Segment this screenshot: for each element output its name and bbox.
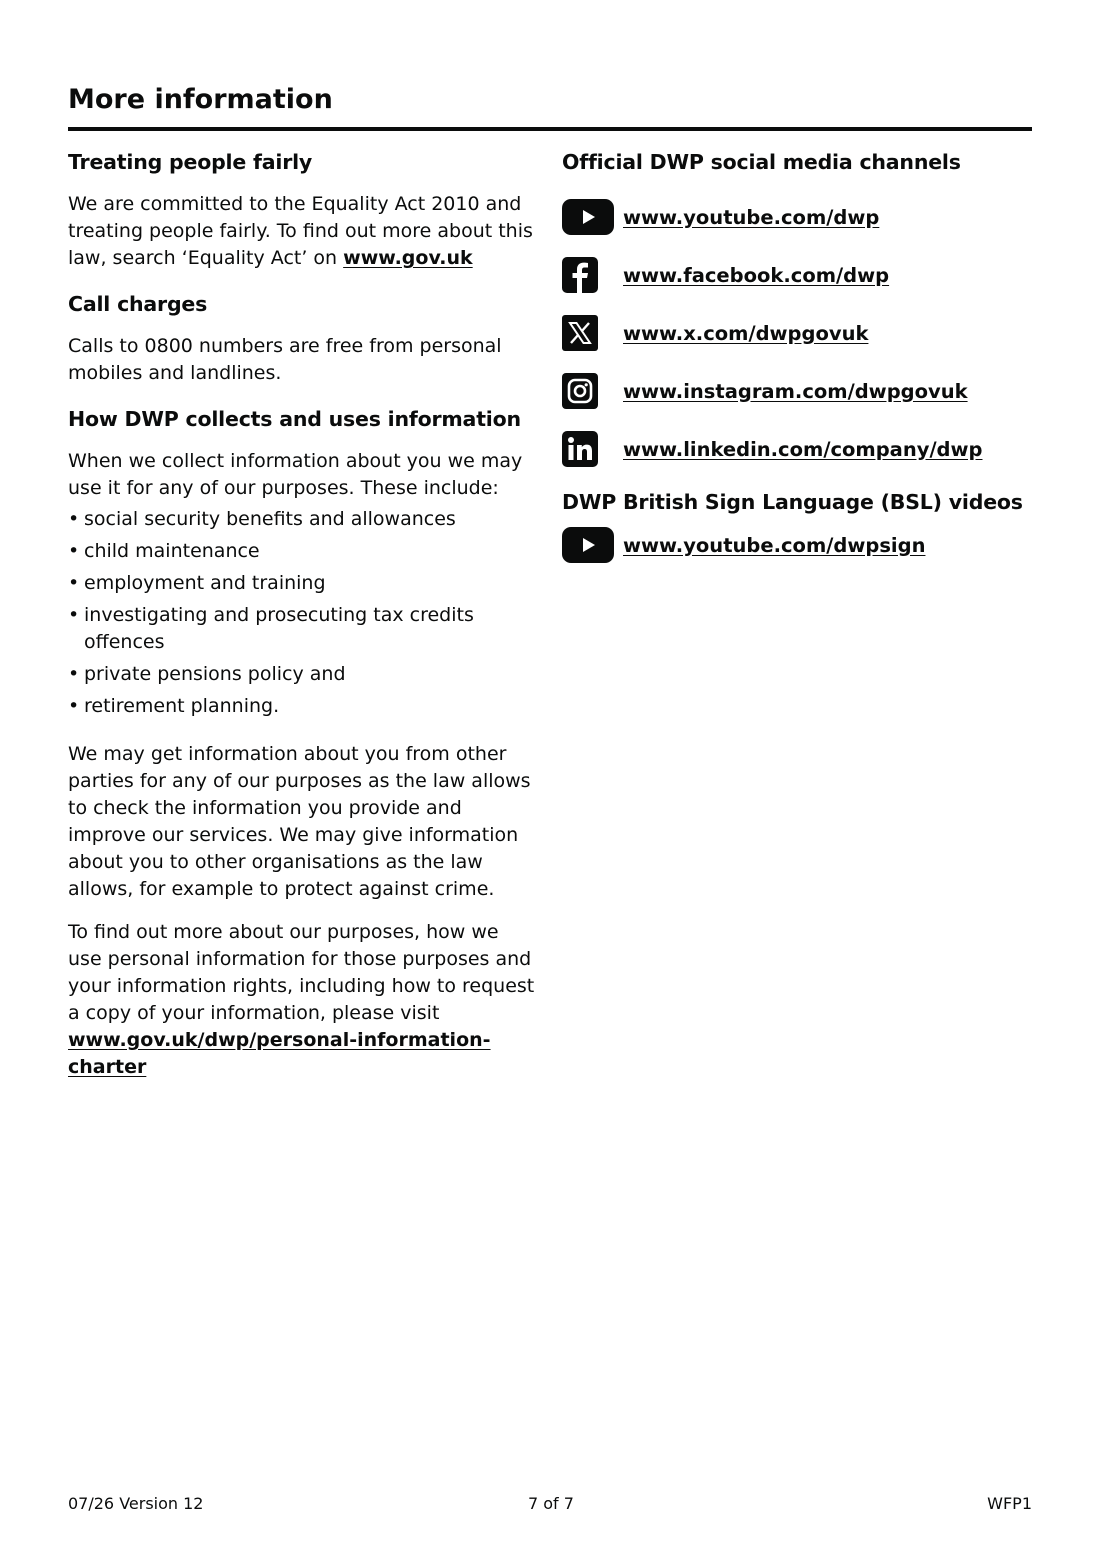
list-item: • employment and training xyxy=(68,570,538,597)
personal-information-charter-link[interactable]: www.gov.uk/dwp/personal-information-charter xyxy=(68,1029,491,1078)
list-item: • private pensions policy and xyxy=(68,661,538,688)
list-item: • retirement planning. xyxy=(68,693,538,720)
gov-uk-link[interactable]: www.gov.uk xyxy=(343,247,473,269)
instagram-link[interactable]: www.instagram.com/dwpgovuk xyxy=(623,379,968,403)
list-item: • investigating and prosecuting tax credits offences xyxy=(68,602,538,656)
section-paragraph xyxy=(68,919,538,1081)
fairly-body-text: We are committed to the Equality Act 2010 and treating people fairly. To find out more about this law, search ‘Equality Act’ on xyxy=(68,193,533,269)
social-row-instagram xyxy=(562,371,1032,411)
instagram-icon xyxy=(562,372,614,410)
charter-intro-text: To find out more about our purposes, how we use personal information for those purposes and your information rights, including how to request a copy of your information, please visit xyxy=(68,921,535,1024)
social-row-bsl-youtube xyxy=(562,525,1032,565)
facebook-link[interactable]: www.facebook.com/dwp xyxy=(623,263,890,287)
linkedin-link[interactable]: www.linkedin.com/company/dwp xyxy=(623,437,983,461)
social-row-youtube xyxy=(562,197,1032,237)
footer-page-number: 7 of 7 xyxy=(528,1494,574,1513)
page-title: More information xyxy=(68,84,333,115)
footer-version: 07/26 Version 12 xyxy=(68,1494,204,1513)
section-body: Calls to 0800 numbers are free from personal mobiles and landlines. xyxy=(68,335,502,384)
purposes-list xyxy=(68,506,538,720)
right-column xyxy=(562,147,1032,583)
youtube-icon xyxy=(562,526,614,564)
section-paragraph: We may get information about you from other parties for any of our purposes as the law allows to check the information you provide and improve our services. We may give information about you to other organisations as the law allows, for example to protect against crime. xyxy=(68,743,531,900)
youtube-link[interactable]: www.youtube.com/dwp xyxy=(623,205,880,229)
social-row-linkedin xyxy=(562,429,1032,469)
youtube-icon xyxy=(562,198,614,236)
section-heading: Call charges xyxy=(68,292,208,316)
footer-form-code: WFP1 xyxy=(987,1494,1032,1513)
section-treating-people-fairly xyxy=(68,147,538,272)
social-row-x xyxy=(562,313,1032,353)
social-media-heading: Official DWP social media channels xyxy=(562,150,961,174)
section-heading: How DWP collects and uses information xyxy=(68,407,521,431)
section-intro: When we collect information about you we may use it for any of our purposes. These include: xyxy=(68,450,523,499)
list-item: • social security benefits and allowances xyxy=(68,506,538,533)
left-column xyxy=(68,147,538,1081)
section-body xyxy=(68,191,538,272)
facebook-icon xyxy=(562,256,614,294)
section-heading: Treating people fairly xyxy=(68,150,313,174)
title-divider xyxy=(68,127,1032,131)
bsl-heading: DWP British Sign Language (BSL) videos xyxy=(562,490,1023,514)
x-icon xyxy=(562,314,614,352)
section-call-charges xyxy=(68,289,538,387)
x-link[interactable]: www.x.com/dwpgovuk xyxy=(623,321,869,345)
section-how-dwp-collects xyxy=(68,404,538,1081)
linkedin-icon xyxy=(562,430,614,468)
list-item: • child maintenance xyxy=(68,538,538,565)
social-row-facebook xyxy=(562,255,1032,295)
youtube-dwpsign-link[interactable]: www.youtube.com/dwpsign xyxy=(623,533,926,557)
